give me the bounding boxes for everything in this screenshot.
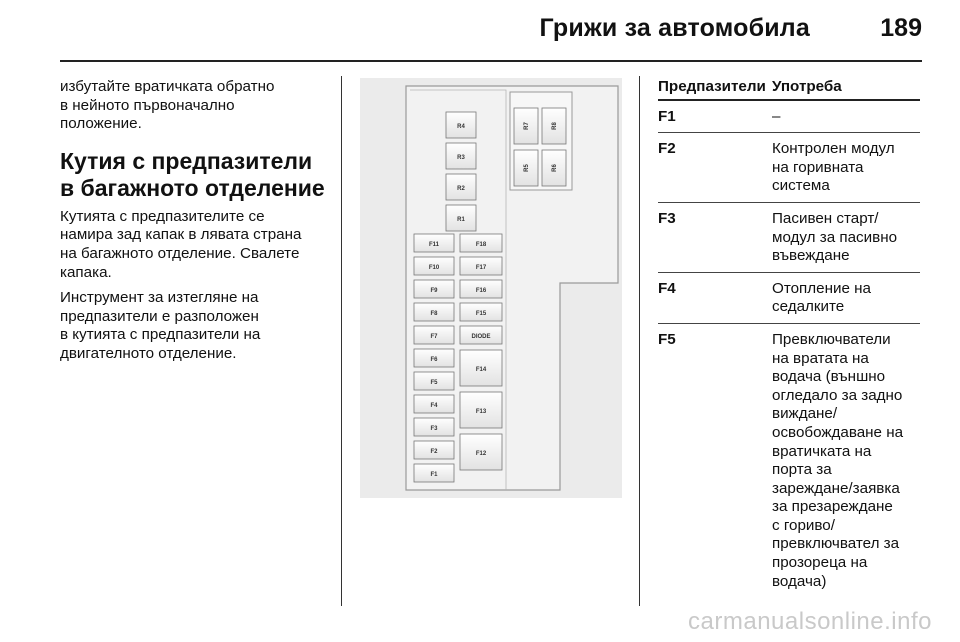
usage-line: на вратата на xyxy=(772,349,869,367)
usage-line: въвеждане xyxy=(772,247,850,265)
fuse-label: F13 xyxy=(475,409,487,415)
fuse-label: F11 xyxy=(428,242,440,248)
fuse-f3 xyxy=(414,418,454,436)
fuse-f8 xyxy=(414,303,454,321)
text-line: в нейното първоначално xyxy=(60,96,235,114)
fuse-cell: F3 xyxy=(658,209,676,227)
title-line: в багажното отделение xyxy=(60,174,325,201)
header-rule xyxy=(60,60,922,62)
column-divider-left xyxy=(341,76,342,606)
relay-r3 xyxy=(446,143,476,169)
fuse-label: F15 xyxy=(475,311,487,317)
usage-line: Контролен модул xyxy=(772,140,895,158)
usage-line: модул за пасивно xyxy=(772,228,898,246)
text-line: намира зад капак в лявата страна xyxy=(60,226,302,244)
fuse-label: F7 xyxy=(430,334,438,340)
table-row xyxy=(658,324,920,597)
fuse-f11 xyxy=(414,234,454,252)
usage-line: водача (външно xyxy=(772,368,886,386)
text-line: избутайте вратичката обратно xyxy=(60,78,275,95)
diode xyxy=(460,326,502,344)
relay-r7 xyxy=(514,108,538,144)
fuse-f5 xyxy=(414,372,454,390)
fuse-label: F14 xyxy=(475,367,487,373)
usage-cell xyxy=(772,210,920,266)
fuse-table-header xyxy=(658,78,920,101)
text-line: положение. xyxy=(60,115,142,133)
fuse-box-svg xyxy=(360,78,622,498)
text-line: в кутията с предпазители на xyxy=(60,326,261,344)
fuse-label: F17 xyxy=(475,265,487,271)
fuse-f14 xyxy=(460,350,502,386)
text-line: двигателното отделение. xyxy=(60,344,237,362)
fuse-label: F10 xyxy=(428,265,440,271)
usage-cell xyxy=(772,280,920,317)
fuse-cell: F2 xyxy=(658,140,676,158)
text-line: Кутията с предпазителите се xyxy=(60,207,265,225)
fuse-label: R1 xyxy=(457,217,465,223)
usage-line: с гориво/ xyxy=(772,516,835,534)
section-title xyxy=(60,148,328,202)
fuse-f6 xyxy=(414,349,454,367)
fuse-label: R3 xyxy=(457,155,465,161)
usage-line: зареждане/заявка xyxy=(772,479,900,497)
fuse-label: F12 xyxy=(475,451,487,457)
usage-line: порта за xyxy=(772,461,832,479)
fuse-label: F18 xyxy=(475,242,487,248)
usage-line: вратичката на xyxy=(772,442,872,460)
fuse-f16 xyxy=(460,280,502,298)
fuse-f15 xyxy=(460,303,502,321)
fuse-label: F9 xyxy=(430,288,438,294)
relay-r8 xyxy=(542,108,566,144)
relay-r2 xyxy=(446,174,476,200)
relay-r4 xyxy=(446,112,476,138)
fuse-label: F5 xyxy=(430,380,438,386)
fuse-label: R4 xyxy=(457,124,465,130)
location-paragraph xyxy=(60,208,328,282)
usage-cell xyxy=(772,331,920,591)
relay-r5 xyxy=(514,150,538,186)
text-line: Инструмент за изтегляне на xyxy=(60,289,259,307)
usage-line: водача) xyxy=(772,572,827,590)
fuse-label: F4 xyxy=(430,403,438,409)
fuse-f17 xyxy=(460,257,502,275)
fuse-label: R7 xyxy=(524,122,530,130)
usage-line: виждане/ xyxy=(772,405,838,423)
fuse-label: F8 xyxy=(430,311,438,317)
column-header-fuse: Предпазители xyxy=(658,78,766,95)
column-header-usage: Употреба xyxy=(772,78,842,95)
fuse-label: R6 xyxy=(552,164,558,172)
usage-line: на горивната xyxy=(772,158,864,176)
relay-r6 xyxy=(542,150,566,186)
intro-paragraph xyxy=(60,78,328,134)
fuse-label: R5 xyxy=(524,164,530,172)
usage-line: – xyxy=(772,107,781,125)
tool-paragraph xyxy=(60,289,328,363)
usage-line: Превключватели xyxy=(772,330,891,348)
page-title: Грижи за автомобила xyxy=(539,14,810,42)
usage-line: система xyxy=(772,177,830,195)
usage-line: прозореца на xyxy=(772,554,868,572)
fuse-label: F6 xyxy=(430,357,438,363)
fuse-label: F1 xyxy=(430,472,438,478)
usage-line: Отопление на xyxy=(772,279,871,297)
fuse-f10 xyxy=(414,257,454,275)
table-row xyxy=(658,273,920,324)
table-row xyxy=(658,203,920,273)
usage-line: огледало за задно xyxy=(772,386,903,404)
fuse-cell: F4 xyxy=(658,279,676,297)
text-line: предпазители е разположен xyxy=(60,307,259,325)
title-line: Кутия с предпазители xyxy=(60,147,313,174)
fuse-f18 xyxy=(460,234,502,252)
fuse-label: F3 xyxy=(430,426,438,432)
watermark: carmanualsonline.info xyxy=(688,608,932,635)
usage-line: Пасивен старт/ xyxy=(772,209,879,227)
usage-line: превключвател за xyxy=(772,535,900,553)
text-line: капака. xyxy=(60,263,112,281)
fuse-f1 xyxy=(414,464,454,482)
fuse-label: R8 xyxy=(552,122,558,130)
page-number: 189 xyxy=(880,14,922,42)
left-column xyxy=(60,78,328,371)
fuse-table xyxy=(658,78,920,597)
usage-line: седалките xyxy=(772,298,845,316)
usage-line: за презареждане xyxy=(772,498,893,516)
fuse-f7 xyxy=(414,326,454,344)
fuse-f12 xyxy=(460,434,502,470)
fuse-f9 xyxy=(414,280,454,298)
fuse-cell: F1 xyxy=(658,107,676,125)
fuse-label: F2 xyxy=(430,449,438,455)
table-row xyxy=(658,133,920,203)
fuse-label: DIODE xyxy=(471,334,491,340)
fuse-box-diagram xyxy=(360,78,622,498)
relay-r1 xyxy=(446,205,476,231)
fuse-f2 xyxy=(414,441,454,459)
fuse-f4 xyxy=(414,395,454,413)
usage-cell xyxy=(772,108,920,127)
text-line: на багажното отделение. Свалете xyxy=(60,244,300,262)
table-row xyxy=(658,101,920,134)
fuse-f13 xyxy=(460,392,502,428)
fuse-cell: F5 xyxy=(658,330,676,348)
fuse-label: F16 xyxy=(475,288,487,294)
usage-line: освобождаване на xyxy=(772,423,904,441)
fuse-label: R2 xyxy=(457,186,465,192)
column-divider-right xyxy=(639,76,640,606)
usage-cell xyxy=(772,140,920,196)
